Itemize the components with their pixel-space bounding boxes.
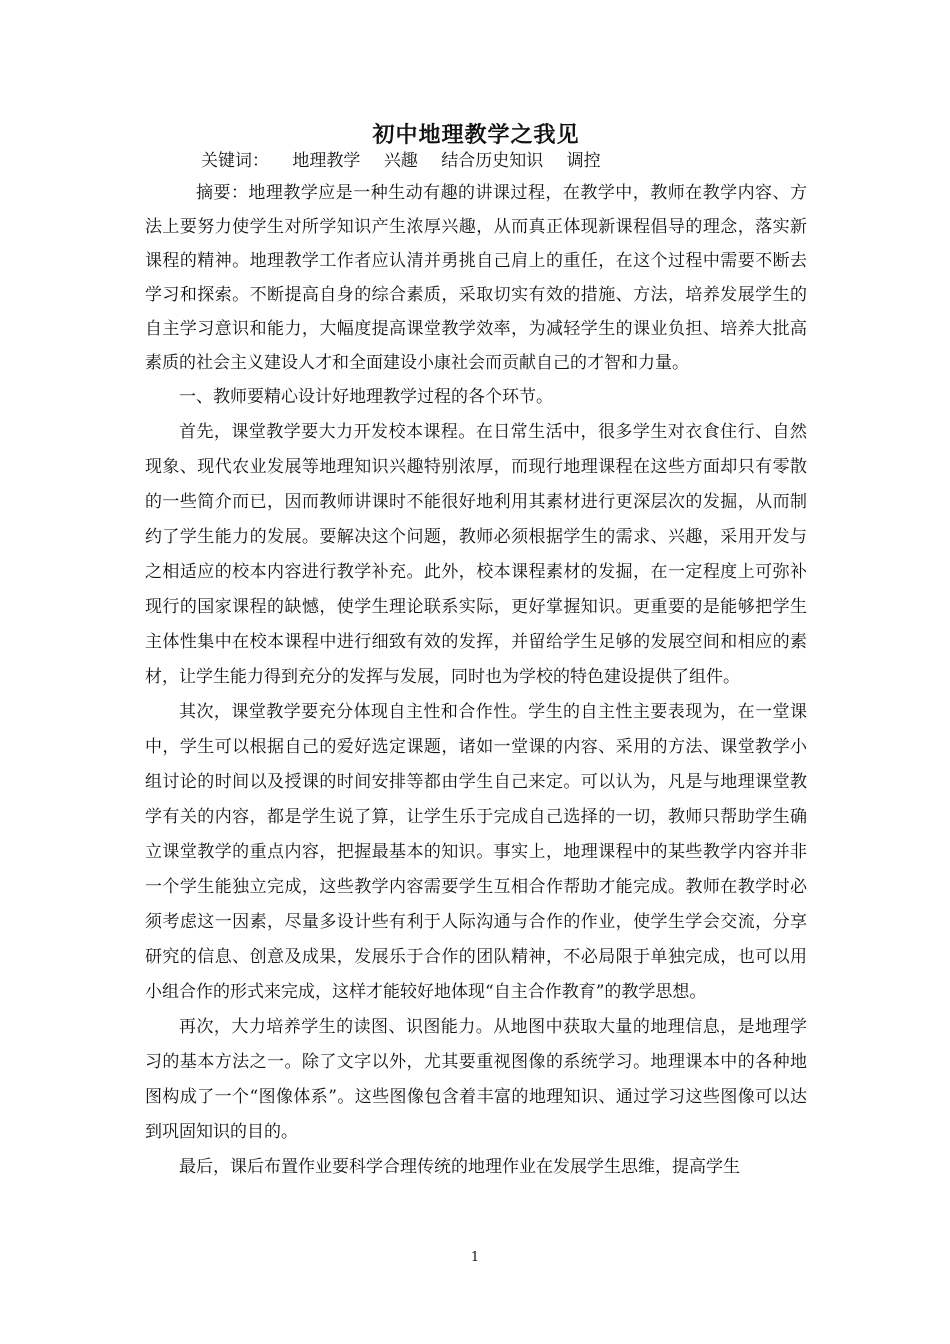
keywords-label: 关键词： (201, 151, 269, 171)
body-paragraph: 再次，大力培养学生的读图、识图能力。从地图中获取大量的地理信息，是地理学习的基本方法之一。除了文字以外，尤其要重视图像的系统学习。地理课本中的各种地图构成了一个“图像体系”。这些图像包含着丰富的地理知识、通过学习这些图像可以达到巩固知识的目的。 (145, 1017, 807, 1142)
keyword-item: 地理教学 (292, 151, 361, 171)
keywords-line (145, 150, 807, 172)
section-heading: 一、教师要精心设计好地理教学过程的各个环节。 (179, 387, 553, 407)
abstract-paragraph: 摘要：地理教学应是一种生动有趣的讲课过程，在教学中，教师在教学内容、方法上要努力使学生对所学知识产生浓厚兴趣，从而真正体现新课程倡导的理念，落实新课程的精神。地理教学工作者应认清并勇挑自己肩上的重任，在这个过程中需要不断去学习和探索。不断提高自身的综合素质，采取切实有效的措施、方法，培养发展学生的自主学习意识和能力，大幅度提高课堂教学效率，为减轻学生的课业负担、培养大批高素质的社会主义建设人才和全面建设小康社会而贡献自己的才智和力量。 (145, 183, 807, 373)
body-paragraph: 最后，课后布置作业要科学合理传统的地理作业在发展学生思维，提高学生 (179, 1157, 740, 1177)
keyword-item: 结合历史知识 (441, 151, 544, 171)
keyword-item: 兴趣 (383, 151, 418, 171)
keyword-item: 调控 (566, 151, 601, 171)
body-paragraph: 首先，课堂教学要大力开发校本课程。在日常生活中，很多学生对衣食住行、自然现象、现代农业发展等地理知识兴趣特别浓厚，而现行地理课程在这些方面却只有零散的一些简介而已，因而教师讲课时不能很好地利用其素材进行更深层次的发掘，从而制约了学生能力的发展。要解决这个问题，教师必须根据学生的需求、兴趣，采用开发与之相适应的校本内容进行教学补充。此外，校本课程素材的发掘，在一定程度上可弥补现行的国家课程的缺憾，使学生理论联系实际，更好掌握知识。更重要的是能够把学生主体性集中在校本课程中进行细致有效的发挥，并留给学生足够的发展空间和相应的素材，让学生能力得到充分的发挥与发展，同时也为学校的特色建设提供了组件。 (145, 422, 807, 687)
body-paragraph: 其次，课堂教学要充分体现自主性和合作性。学生的自主性主要表现为，在一堂课中，学生可以根据自己的爱好选定课题，诸如一堂课的内容、采用的方法、课堂教学小组讨论的时间以及授课的时间安排等都由学生自己来定。可以认为，凡是与地理课堂教学有关的内容，都是学生说了算，让学生乐于完成自己选择的一切，教师只帮助学生确立课堂教学的重点内容，把握最基本的知识。事实上，地理课程中的某些教学内容并非一个学生能独立完成，这些教学内容需要学生互相合作帮助才能完成。教师在教学时必须考虑这一因素，尽量多设计些有利于人际沟通与合作的作业，使学生学会交流，分享研究的信息、创意及成果，发展乐于合作的团队精神，不必局限于单独完成，也可以用小组合作的形式来完成，这样才能较好地体现“自主合作教育”的教学思想。 (145, 702, 807, 1002)
page-title: 初中地理教学之我见 (372, 122, 580, 148)
document-body (145, 120, 807, 1185)
page-number: 1 (470, 1250, 480, 1265)
